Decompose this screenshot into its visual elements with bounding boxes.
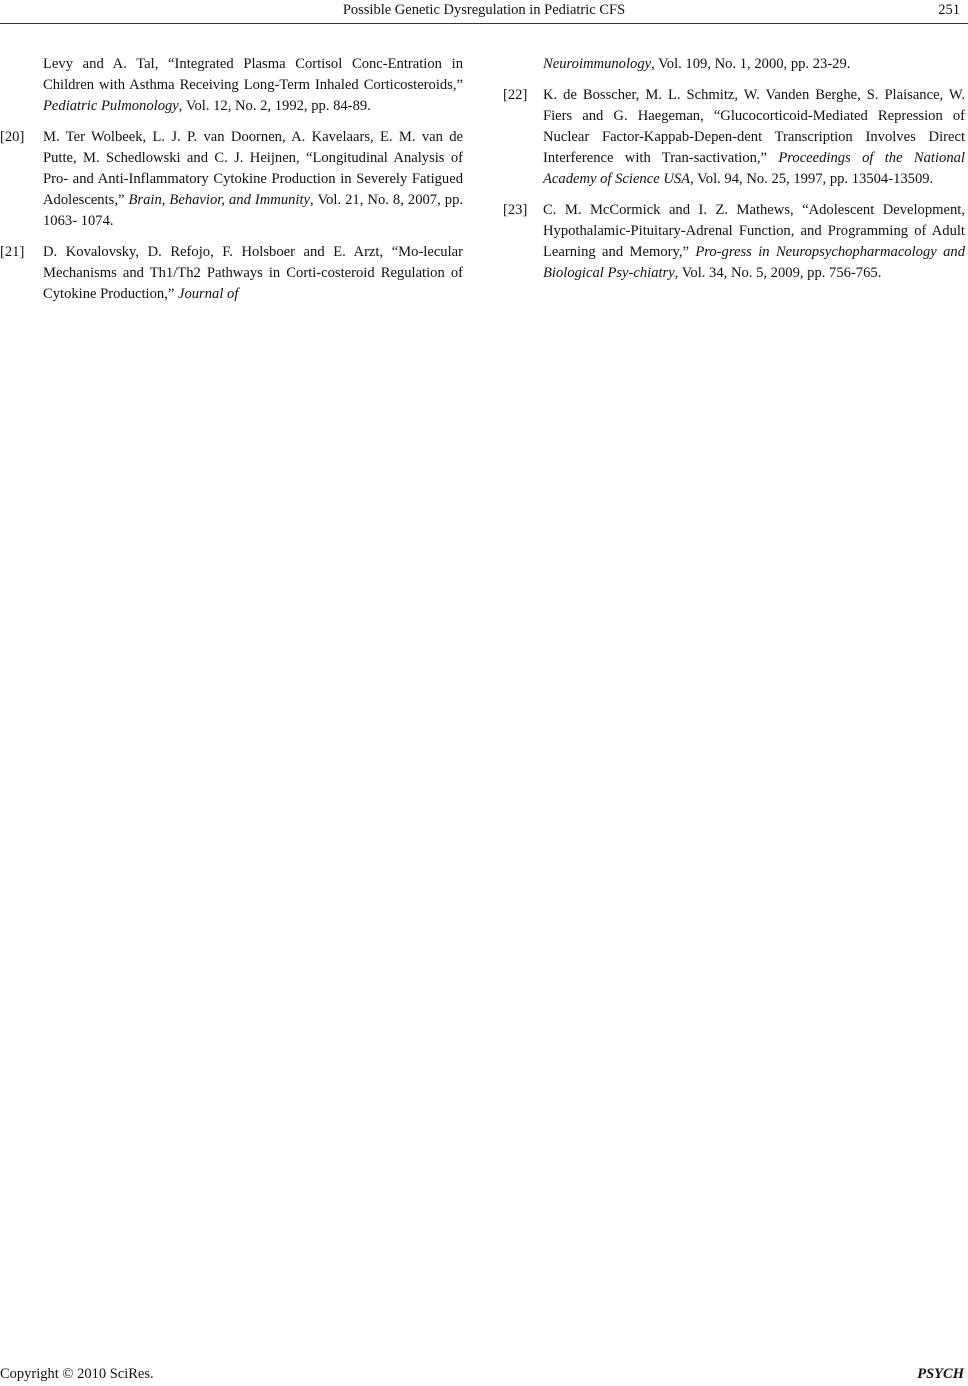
page-number: 251 bbox=[938, 2, 960, 18]
reference-text: K. de Bosscher, M. L. Schmitz, W. Vanden Berghe, S. Plaisance, W. Fiers and G. Haegeman, “Glucocorticoid-Mediated Repression of Nuclear Factor-Kappab-Depen-dent Transcription Involves Direct Interference with Tran-sactivation,” bbox=[543, 87, 965, 166]
reference-20 bbox=[0, 127, 463, 232]
reference-journal: Proceedings of the National Academy of Science USA bbox=[543, 150, 965, 187]
journal-abbreviation: PSYCH bbox=[917, 1366, 964, 1382]
reference-number: [23] bbox=[503, 202, 528, 218]
reference-number: [22] bbox=[503, 87, 528, 103]
reference-journal: Neuroimmunology bbox=[543, 56, 652, 72]
reference-continuation bbox=[503, 54, 965, 75]
reference-number: [21] bbox=[0, 244, 25, 260]
reference-journal: Journal of bbox=[177, 286, 239, 302]
copyright-notice: Copyright © 2010 SciRes. bbox=[0, 1366, 154, 1382]
reference-text: D. Kovalovsky, D. Refojo, F. Holsboer and E. Arzt, “Mo-lecular Mechanisms and Th1/Th2 Pathways in Corti-costeroid Regulation of Cytokine Production,” bbox=[43, 244, 463, 302]
reference-text: Levy and A. Tal, “Integrated Plasma Cortisol Conc-Entration in Children with Asthma Receiving Long-Term Inhaled Corticosteroids,” bbox=[43, 56, 463, 93]
page-header bbox=[0, 0, 968, 24]
reference-details: , Vol. 94, No. 25, 1997, pp. 13504-13509. bbox=[690, 171, 934, 187]
reference-details: , Vol. 21, No. 8, 2007, pp. 1063- 1074. bbox=[43, 192, 464, 229]
left-column bbox=[0, 54, 463, 315]
reference-22 bbox=[503, 85, 965, 190]
reference-number: [20] bbox=[0, 129, 25, 145]
reference-23 bbox=[503, 200, 965, 284]
reference-details: , Vol. 109, No. 1, 2000, pp. 23-29. bbox=[651, 56, 851, 72]
reference-continuation bbox=[0, 54, 463, 117]
reference-journal: Pediatric Pulmonology bbox=[43, 98, 179, 114]
reference-journal: Brain, Behavior, and Immunity bbox=[128, 192, 311, 208]
page-footer bbox=[0, 1366, 968, 1386]
running-title: Possible Genetic Dysregulation in Pediatric CFS bbox=[342, 2, 626, 18]
reference-21 bbox=[0, 242, 463, 305]
reference-text: C. M. McCormick and I. Z. Mathews, “Adolescent Development, Hypothalamic-Pituitary-Adrenal Function, and Programming of Adult Learning and Memory,” bbox=[543, 202, 965, 260]
reference-text: M. Ter Wolbeek, L. J. P. van Doornen, A. Kavelaars, E. M. van de Putte, M. Schedlowski and C. J. Heijnen, “Longitudinal Analysis of Pro- and Anti-Inflammatory Cytokine Production in Severely Fatigued Adolescents,” bbox=[43, 129, 463, 208]
right-column bbox=[503, 54, 965, 294]
reference-journal: Pro-gress in Neuropsychopharmacology and Biological Psy-chiatry bbox=[543, 244, 965, 281]
reference-details: , Vol. 12, No. 2, 1992, pp. 84-89. bbox=[178, 98, 371, 114]
reference-details: , Vol. 34, No. 5, 2009, pp. 756-765. bbox=[674, 265, 882, 281]
